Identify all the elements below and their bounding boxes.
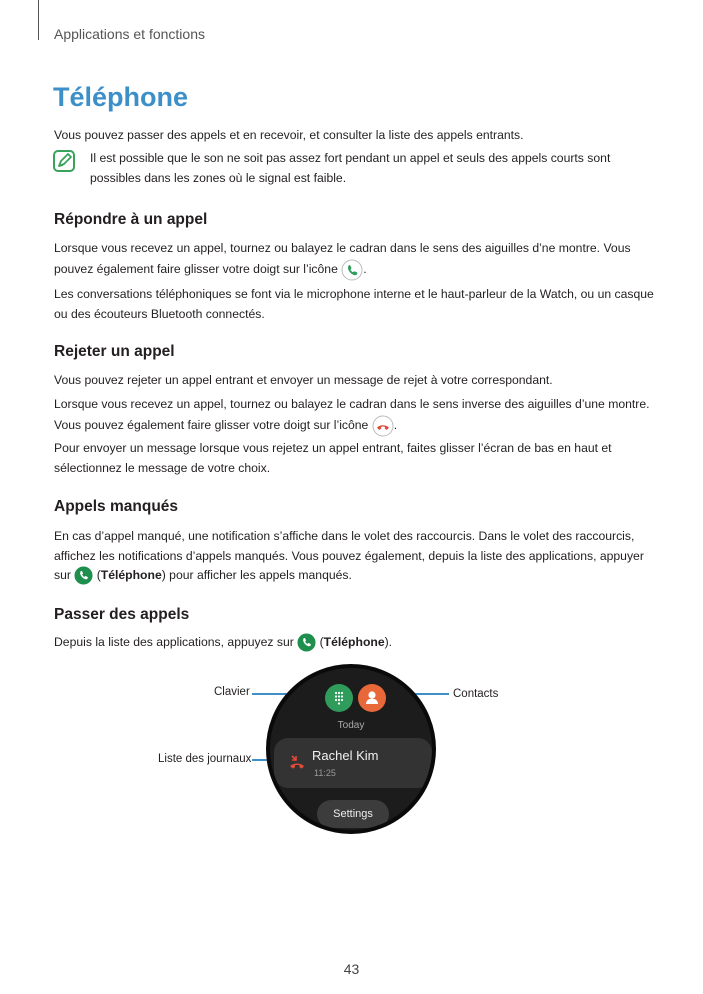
keypad-icon	[325, 684, 353, 712]
contacts-label: Contacts	[453, 688, 499, 700]
heading-reject: Rejeter un appel	[54, 343, 175, 360]
accept-call-icon	[341, 259, 363, 281]
heading-answer: Répondre à un appel	[54, 211, 208, 228]
logs-label: Liste des journaux	[158, 753, 252, 765]
page-title: Téléphone	[53, 82, 189, 112]
intro-text: Vous pouvez passer des appels et en recevoir, et consulter la liste des appels entrants.	[54, 128, 524, 142]
answer-paragraph-1: Lorsque vous recevez un appel, tournez ou balayez le cadran dans le sens des aiguilles d’ne montre. Vous pouvez également faire glisser votre doigt sur l’icône .	[54, 239, 654, 281]
contact-name: Rachel Kim	[312, 748, 379, 763]
phone-app-icon	[297, 633, 316, 652]
today-section-label: Today	[337, 720, 365, 731]
call-time: 11:25	[314, 768, 336, 778]
heading-make: Passer des appels	[54, 606, 190, 623]
heading-missed: Appels manqués	[54, 498, 179, 515]
call-log-item[interactable]	[274, 738, 432, 788]
reject-paragraph-2: Lorsque vous recevez un appel, tournez ou balayez le cadran dans le sens inverse des aiguilles d’une montre. Vous pouvez également faire glisser votre doigt sur l’icône .	[54, 395, 654, 437]
missed-call-icon	[286, 752, 308, 774]
answer-paragraph-2: Les conversations téléphoniques se font via le microphone interne et le haut-parleur de la Watch, ou un casque ou des écouteurs Bluetooth connectés.	[54, 287, 654, 321]
reject-paragraph-1: Vous pouvez rejeter un appel entrant et envoyer un message de rejet à votre correspondant.	[54, 373, 553, 387]
reject-paragraph-3: Pour envoyer un message lorsque vous rejetez un appel entrant, faites glisser l’écran de bas en haut et sélectionnez le message de votre choix.	[54, 441, 612, 475]
header-rule	[38, 0, 39, 40]
keypad-button[interactable]	[325, 684, 353, 712]
note-icon	[53, 150, 75, 172]
section-header: Applications et fonctions	[54, 26, 205, 42]
phone-app-icon	[74, 566, 93, 585]
page-number: 43	[343, 961, 360, 977]
make-paragraph-1: Depuis la liste des applications, appuyez sur (Téléphone).	[54, 633, 654, 653]
settings-button[interactable]: Settings	[317, 800, 389, 828]
reject-call-icon	[372, 415, 394, 437]
watch-screen	[266, 664, 436, 834]
contacts-icon	[358, 684, 386, 712]
keypad-label: Clavier	[214, 686, 250, 698]
note-text: Il est possible que le son ne soit pas assez fort pendant un appel et seuls des appels courts sont possibles dans les zones où le signal est faible.	[90, 151, 611, 185]
missed-paragraph-1: En cas d’appel manqué, une notification s’affiche dans le volet des raccourcis. Dans le volet des raccourcis, affichez les notifications d’appels manqués. Vous pouvez également, depuis la liste des applications, appuyer sur (Téléphone) pour afficher les appels manqués.	[54, 527, 654, 586]
contacts-button[interactable]	[358, 684, 386, 712]
